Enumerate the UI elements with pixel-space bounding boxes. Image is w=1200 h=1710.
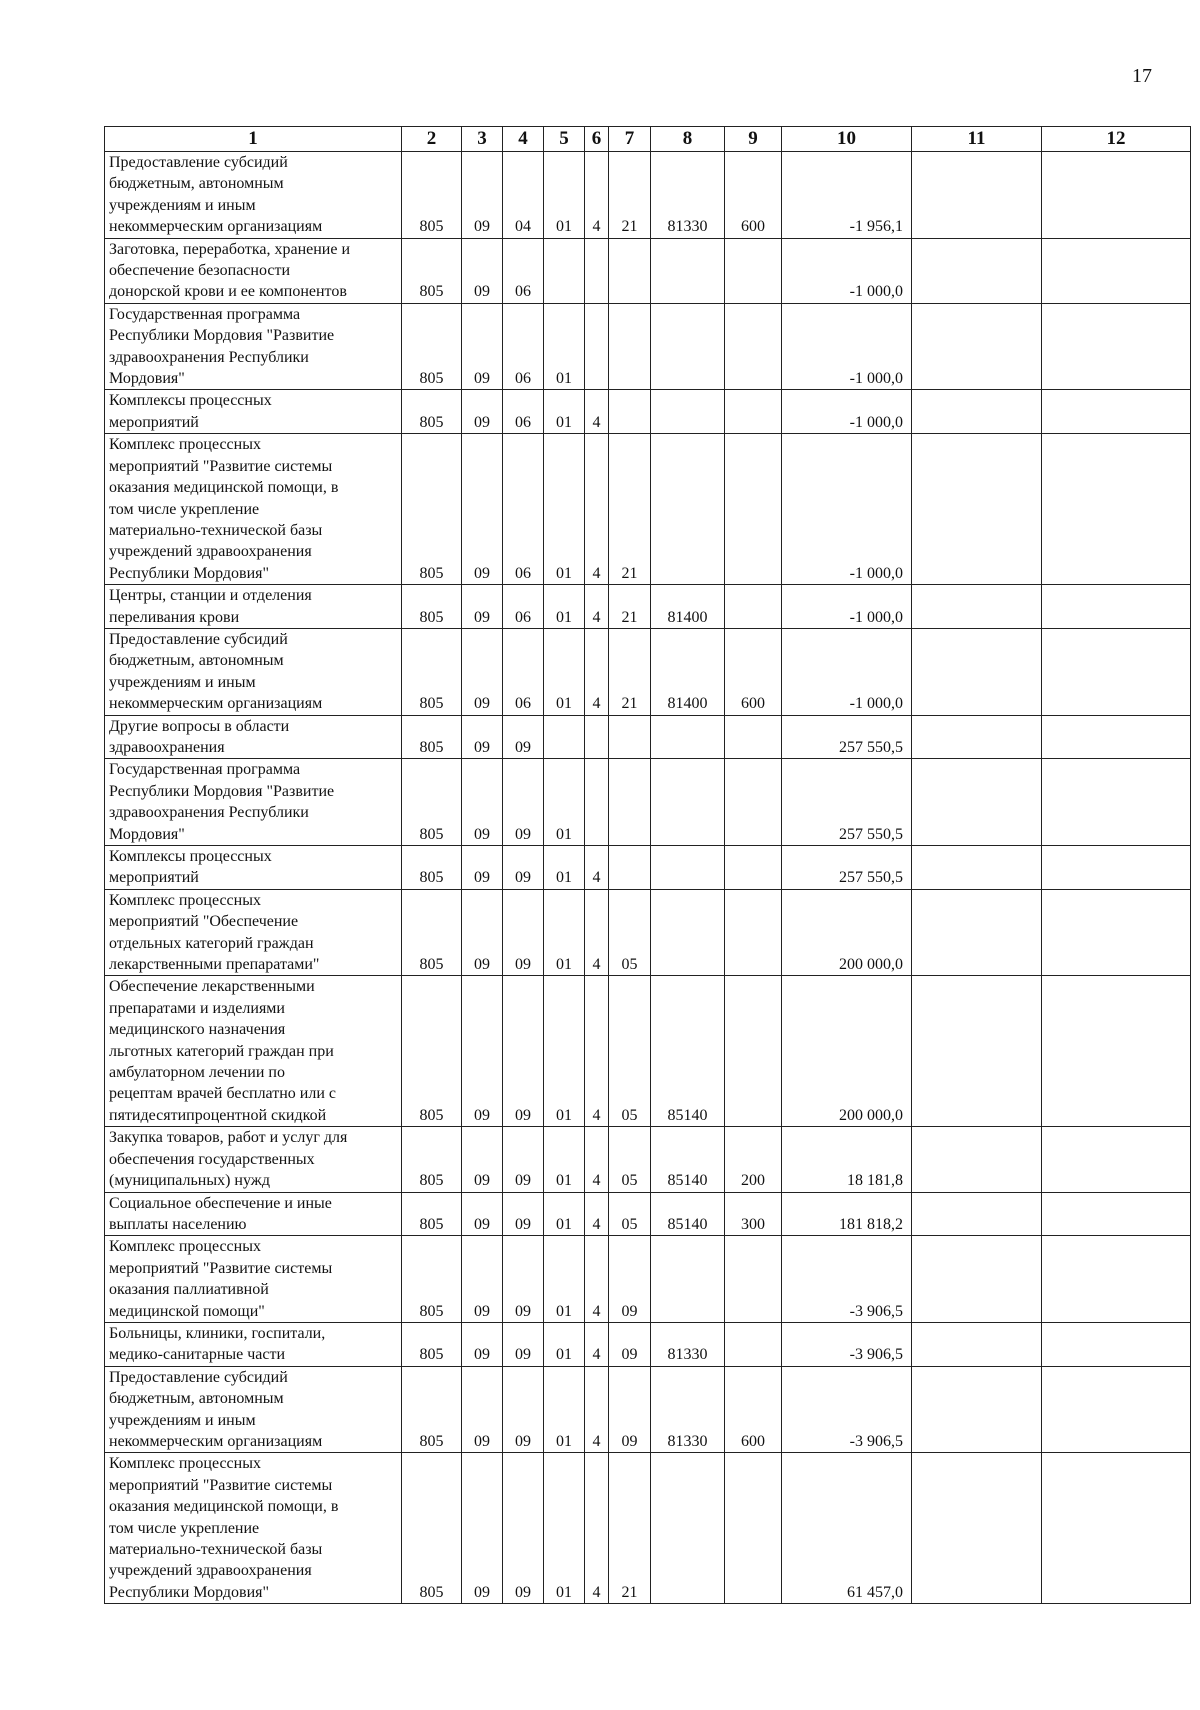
cell-code: 09 xyxy=(462,1453,503,1604)
column-header: 6 xyxy=(585,127,609,152)
table-row xyxy=(105,1366,1191,1453)
cell-code: 06 xyxy=(503,434,544,585)
cell-code xyxy=(651,889,725,976)
cell-code: 09 xyxy=(462,152,503,239)
cell-code: 85140 xyxy=(651,1127,725,1192)
cell-code xyxy=(725,585,782,629)
cell-code: 805 xyxy=(402,585,462,629)
cell-empty xyxy=(1042,846,1191,890)
cell-empty xyxy=(1042,1127,1191,1192)
cell-amount: 200 000,0 xyxy=(782,976,912,1127)
cell-code: 805 xyxy=(402,1192,462,1236)
cell-code: 21 xyxy=(609,628,651,715)
cell-code: 4 xyxy=(585,1453,609,1604)
cell-code xyxy=(725,715,782,759)
cell-code: 06 xyxy=(503,303,544,390)
cell-code: 06 xyxy=(503,238,544,303)
cell-code: 09 xyxy=(462,628,503,715)
cell-code: 805 xyxy=(402,434,462,585)
cell-code: 09 xyxy=(503,889,544,976)
cell-empty xyxy=(912,759,1042,846)
cell-code xyxy=(585,715,609,759)
table-row xyxy=(105,715,1191,759)
cell-empty xyxy=(1042,390,1191,434)
cell-code: 805 xyxy=(402,976,462,1127)
table-row xyxy=(105,1192,1191,1236)
cell-amount: -1 000,0 xyxy=(782,390,912,434)
cell-code xyxy=(651,715,725,759)
cell-empty xyxy=(1042,152,1191,239)
cell-amount: -1 000,0 xyxy=(782,303,912,390)
row-name: Комплексы процессных мероприятий xyxy=(105,390,402,434)
cell-code xyxy=(585,303,609,390)
cell-code: 4 xyxy=(585,434,609,585)
row-name: Больницы, клиники, госпитали, медико-санитарные части xyxy=(105,1322,402,1366)
cell-amount: 61 457,0 xyxy=(782,1453,912,1604)
cell-code xyxy=(725,759,782,846)
cell-code: 805 xyxy=(402,152,462,239)
cell-empty xyxy=(1042,303,1191,390)
cell-code xyxy=(585,238,609,303)
table-row xyxy=(105,390,1191,434)
cell-amount: -1 000,0 xyxy=(782,628,912,715)
cell-code: 09 xyxy=(503,715,544,759)
table-row xyxy=(105,434,1191,585)
cell-empty xyxy=(912,585,1042,629)
cell-code: 09 xyxy=(503,1192,544,1236)
cell-code xyxy=(651,759,725,846)
cell-code: 21 xyxy=(609,1453,651,1604)
cell-code: 81400 xyxy=(651,628,725,715)
row-name: Комплекс процессных мероприятий "Развитие системы оказания медицинской помощи, в том числе укрепление материально-технической базы учреждений здравоохранения Республики Мордовия" xyxy=(105,434,402,585)
cell-code: 805 xyxy=(402,846,462,890)
cell-empty xyxy=(912,390,1042,434)
row-name: Комплекс процессных мероприятий "Развитие системы оказания паллиативной медицинской помощи" xyxy=(105,1236,402,1323)
cell-code: 09 xyxy=(503,1127,544,1192)
cell-code: 05 xyxy=(609,1192,651,1236)
column-header: 7 xyxy=(609,127,651,152)
cell-code: 805 xyxy=(402,715,462,759)
cell-code: 09 xyxy=(503,976,544,1127)
cell-code: 09 xyxy=(462,1322,503,1366)
cell-code: 81330 xyxy=(651,1366,725,1453)
cell-code: 09 xyxy=(609,1236,651,1323)
cell-code: 01 xyxy=(544,1127,585,1192)
cell-code: 09 xyxy=(462,390,503,434)
cell-code: 21 xyxy=(609,585,651,629)
cell-empty xyxy=(1042,434,1191,585)
cell-code: 01 xyxy=(544,846,585,890)
cell-code: 805 xyxy=(402,759,462,846)
cell-code: 09 xyxy=(462,434,503,585)
cell-code: 805 xyxy=(402,390,462,434)
table-row xyxy=(105,585,1191,629)
column-header: 9 xyxy=(725,127,782,152)
cell-amount: 200 000,0 xyxy=(782,889,912,976)
cell-code xyxy=(725,390,782,434)
cell-empty xyxy=(912,1322,1042,1366)
page-number: 17 xyxy=(1132,65,1152,87)
cell-empty xyxy=(1042,1236,1191,1323)
cell-code: 09 xyxy=(462,585,503,629)
cell-code: 01 xyxy=(544,1236,585,1323)
cell-code: 4 xyxy=(585,1127,609,1192)
cell-code: 01 xyxy=(544,1366,585,1453)
cell-code: 805 xyxy=(402,1127,462,1192)
cell-code xyxy=(651,1453,725,1604)
cell-empty xyxy=(1042,585,1191,629)
cell-empty xyxy=(912,303,1042,390)
cell-code xyxy=(609,390,651,434)
cell-code: 4 xyxy=(585,152,609,239)
cell-code: 4 xyxy=(585,889,609,976)
cell-code: 300 xyxy=(725,1192,782,1236)
cell-code xyxy=(651,434,725,585)
cell-code xyxy=(609,846,651,890)
row-name: Комплекс процессных мероприятий "Развитие системы оказания медицинской помощи, в том числе укрепление материально-технической базы учреждений здравоохранения Республики Мордовия" xyxy=(105,1453,402,1604)
cell-code: 09 xyxy=(462,238,503,303)
column-header: 1 xyxy=(105,127,402,152)
row-name: Предоставление субсидий бюджетным, автономным учреждениям и иным некоммерческим организациям xyxy=(105,1366,402,1453)
cell-code: 805 xyxy=(402,1236,462,1323)
table-body xyxy=(105,152,1191,1604)
cell-code: 600 xyxy=(725,628,782,715)
cell-code: 09 xyxy=(462,976,503,1127)
table-row xyxy=(105,759,1191,846)
cell-code: 06 xyxy=(503,390,544,434)
cell-empty xyxy=(912,976,1042,1127)
cell-empty xyxy=(912,715,1042,759)
cell-amount: -1 956,1 xyxy=(782,152,912,239)
cell-code: 81330 xyxy=(651,152,725,239)
cell-code: 06 xyxy=(503,628,544,715)
cell-amount: 181 818,2 xyxy=(782,1192,912,1236)
cell-code: 05 xyxy=(609,889,651,976)
row-name: Государственная программа Республики Мордовия "Развитие здравоохранения Республики Мордовия" xyxy=(105,759,402,846)
cell-empty xyxy=(1042,1192,1191,1236)
column-header: 5 xyxy=(544,127,585,152)
cell-empty xyxy=(912,628,1042,715)
cell-code: 805 xyxy=(402,238,462,303)
row-name: Социальное обеспечение и иные выплаты населению xyxy=(105,1192,402,1236)
cell-code: 09 xyxy=(609,1366,651,1453)
table-row xyxy=(105,1322,1191,1366)
row-name: Комплекс процессных мероприятий "Обеспечение отдельных категорий граждан лекарственными препаратами" xyxy=(105,889,402,976)
cell-empty xyxy=(912,846,1042,890)
cell-code xyxy=(609,303,651,390)
cell-code: 01 xyxy=(544,390,585,434)
cell-code: 05 xyxy=(609,976,651,1127)
cell-code: 200 xyxy=(725,1127,782,1192)
table-row xyxy=(105,1127,1191,1192)
cell-code: 01 xyxy=(544,585,585,629)
budget-table xyxy=(104,126,1191,1604)
cell-code xyxy=(651,1236,725,1323)
row-name: Центры, станции и отделения переливания крови xyxy=(105,585,402,629)
cell-code xyxy=(725,434,782,585)
column-header: 12 xyxy=(1042,127,1191,152)
cell-code: 09 xyxy=(462,1366,503,1453)
cell-code xyxy=(544,238,585,303)
cell-amount: -3 906,5 xyxy=(782,1366,912,1453)
cell-code xyxy=(725,238,782,303)
cell-code: 09 xyxy=(462,846,503,890)
cell-code: 01 xyxy=(544,976,585,1127)
cell-empty xyxy=(1042,715,1191,759)
cell-empty xyxy=(1042,1322,1191,1366)
cell-empty xyxy=(1042,1453,1191,1604)
cell-code: 09 xyxy=(503,1366,544,1453)
cell-code: 01 xyxy=(544,759,585,846)
column-header: 4 xyxy=(503,127,544,152)
row-name: Заготовка, переработка, хранение и обеспечение безопасности донорской крови и ее компонентов xyxy=(105,238,402,303)
table-row xyxy=(105,303,1191,390)
cell-empty xyxy=(912,238,1042,303)
cell-code: 09 xyxy=(462,759,503,846)
column-header: 11 xyxy=(912,127,1042,152)
cell-code: 01 xyxy=(544,152,585,239)
cell-code: 09 xyxy=(462,1192,503,1236)
cell-code xyxy=(725,1322,782,1366)
cell-amount: -3 906,5 xyxy=(782,1236,912,1323)
table-row xyxy=(105,628,1191,715)
cell-code: 4 xyxy=(585,1366,609,1453)
table-row xyxy=(105,889,1191,976)
cell-empty xyxy=(912,152,1042,239)
row-name: Другие вопросы в области здравоохранения xyxy=(105,715,402,759)
cell-empty xyxy=(1042,976,1191,1127)
cell-code: 21 xyxy=(609,434,651,585)
cell-code: 09 xyxy=(503,1236,544,1323)
cell-code: 4 xyxy=(585,846,609,890)
cell-code: 4 xyxy=(585,1322,609,1366)
cell-empty xyxy=(1042,889,1191,976)
row-name: Закупка товаров, работ и услуг для обеспечения государственных (муниципальных) нужд xyxy=(105,1127,402,1192)
cell-code xyxy=(609,759,651,846)
cell-amount: 257 550,5 xyxy=(782,846,912,890)
cell-code: 09 xyxy=(462,889,503,976)
cell-code: 01 xyxy=(544,628,585,715)
table-row xyxy=(105,152,1191,239)
cell-code: 09 xyxy=(503,759,544,846)
row-name: Предоставление субсидий бюджетным, автономным учреждениям и иным некоммерческим организациям xyxy=(105,152,402,239)
row-name: Обеспечение лекарственными препаратами и изделиями медицинского назначения льготных категорий граждан при амбулаторном лечении по рецептам врачей бесплатно или с пятидесятипроцентной скидкой xyxy=(105,976,402,1127)
cell-empty xyxy=(1042,759,1191,846)
column-header: 8 xyxy=(651,127,725,152)
cell-empty xyxy=(912,434,1042,585)
cell-empty xyxy=(912,1366,1042,1453)
cell-code: 805 xyxy=(402,889,462,976)
row-name: Государственная программа Республики Мордовия "Развитие здравоохранения Республики Мордовия" xyxy=(105,303,402,390)
cell-code xyxy=(585,759,609,846)
cell-code xyxy=(725,976,782,1127)
cell-code: 805 xyxy=(402,1366,462,1453)
cell-amount: 257 550,5 xyxy=(782,715,912,759)
cell-code xyxy=(544,715,585,759)
cell-code: 04 xyxy=(503,152,544,239)
cell-empty xyxy=(1042,238,1191,303)
cell-empty xyxy=(1042,628,1191,715)
cell-amount: -1 000,0 xyxy=(782,434,912,585)
column-header: 3 xyxy=(462,127,503,152)
header-row xyxy=(105,127,1191,152)
cell-amount: -3 906,5 xyxy=(782,1322,912,1366)
cell-empty xyxy=(912,1192,1042,1236)
cell-code xyxy=(651,846,725,890)
cell-code: 4 xyxy=(585,390,609,434)
cell-amount: 18 181,8 xyxy=(782,1127,912,1192)
cell-code: 600 xyxy=(725,152,782,239)
cell-code: 09 xyxy=(462,303,503,390)
cell-code: 09 xyxy=(462,715,503,759)
cell-code: 09 xyxy=(503,1453,544,1604)
cell-code: 85140 xyxy=(651,1192,725,1236)
cell-code: 09 xyxy=(462,1236,503,1323)
cell-code xyxy=(725,303,782,390)
cell-code: 600 xyxy=(725,1366,782,1453)
cell-code: 4 xyxy=(585,1192,609,1236)
cell-code xyxy=(725,1453,782,1604)
column-header: 10 xyxy=(782,127,912,152)
row-name: Предоставление субсидий бюджетным, автономным учреждениям и иным некоммерческим организациям xyxy=(105,628,402,715)
cell-code xyxy=(609,238,651,303)
cell-code: 85140 xyxy=(651,976,725,1127)
cell-code: 01 xyxy=(544,1322,585,1366)
cell-code: 805 xyxy=(402,303,462,390)
cell-empty xyxy=(912,1453,1042,1604)
cell-code: 81400 xyxy=(651,585,725,629)
table-row xyxy=(105,238,1191,303)
cell-code: 805 xyxy=(402,1322,462,1366)
cell-code: 09 xyxy=(503,846,544,890)
cell-code: 81330 xyxy=(651,1322,725,1366)
cell-code: 01 xyxy=(544,1192,585,1236)
cell-code: 805 xyxy=(402,1453,462,1604)
cell-code: 4 xyxy=(585,976,609,1127)
row-name: Комплексы процессных мероприятий xyxy=(105,846,402,890)
table-row xyxy=(105,1236,1191,1323)
table-row xyxy=(105,976,1191,1127)
cell-code: 09 xyxy=(503,1322,544,1366)
cell-code xyxy=(609,715,651,759)
cell-empty xyxy=(912,1127,1042,1192)
cell-code: 805 xyxy=(402,628,462,715)
cell-code xyxy=(651,238,725,303)
table-row xyxy=(105,846,1191,890)
cell-empty xyxy=(912,889,1042,976)
cell-amount: -1 000,0 xyxy=(782,585,912,629)
cell-code: 09 xyxy=(462,1127,503,1192)
cell-amount: -1 000,0 xyxy=(782,238,912,303)
cell-empty xyxy=(1042,1366,1191,1453)
cell-code xyxy=(725,1236,782,1323)
cell-code: 4 xyxy=(585,1236,609,1323)
cell-code: 4 xyxy=(585,628,609,715)
cell-code: 01 xyxy=(544,303,585,390)
cell-code xyxy=(725,846,782,890)
cell-code xyxy=(651,390,725,434)
cell-code: 06 xyxy=(503,585,544,629)
cell-code xyxy=(725,889,782,976)
cell-code: 21 xyxy=(609,152,651,239)
cell-code: 01 xyxy=(544,434,585,585)
cell-code xyxy=(651,303,725,390)
cell-code: 09 xyxy=(609,1322,651,1366)
cell-code: 05 xyxy=(609,1127,651,1192)
cell-code: 4 xyxy=(585,585,609,629)
cell-empty xyxy=(912,1236,1042,1323)
column-header: 2 xyxy=(402,127,462,152)
cell-code: 01 xyxy=(544,889,585,976)
cell-amount: 257 550,5 xyxy=(782,759,912,846)
table-row xyxy=(105,1453,1191,1604)
cell-code: 01 xyxy=(544,1453,585,1604)
